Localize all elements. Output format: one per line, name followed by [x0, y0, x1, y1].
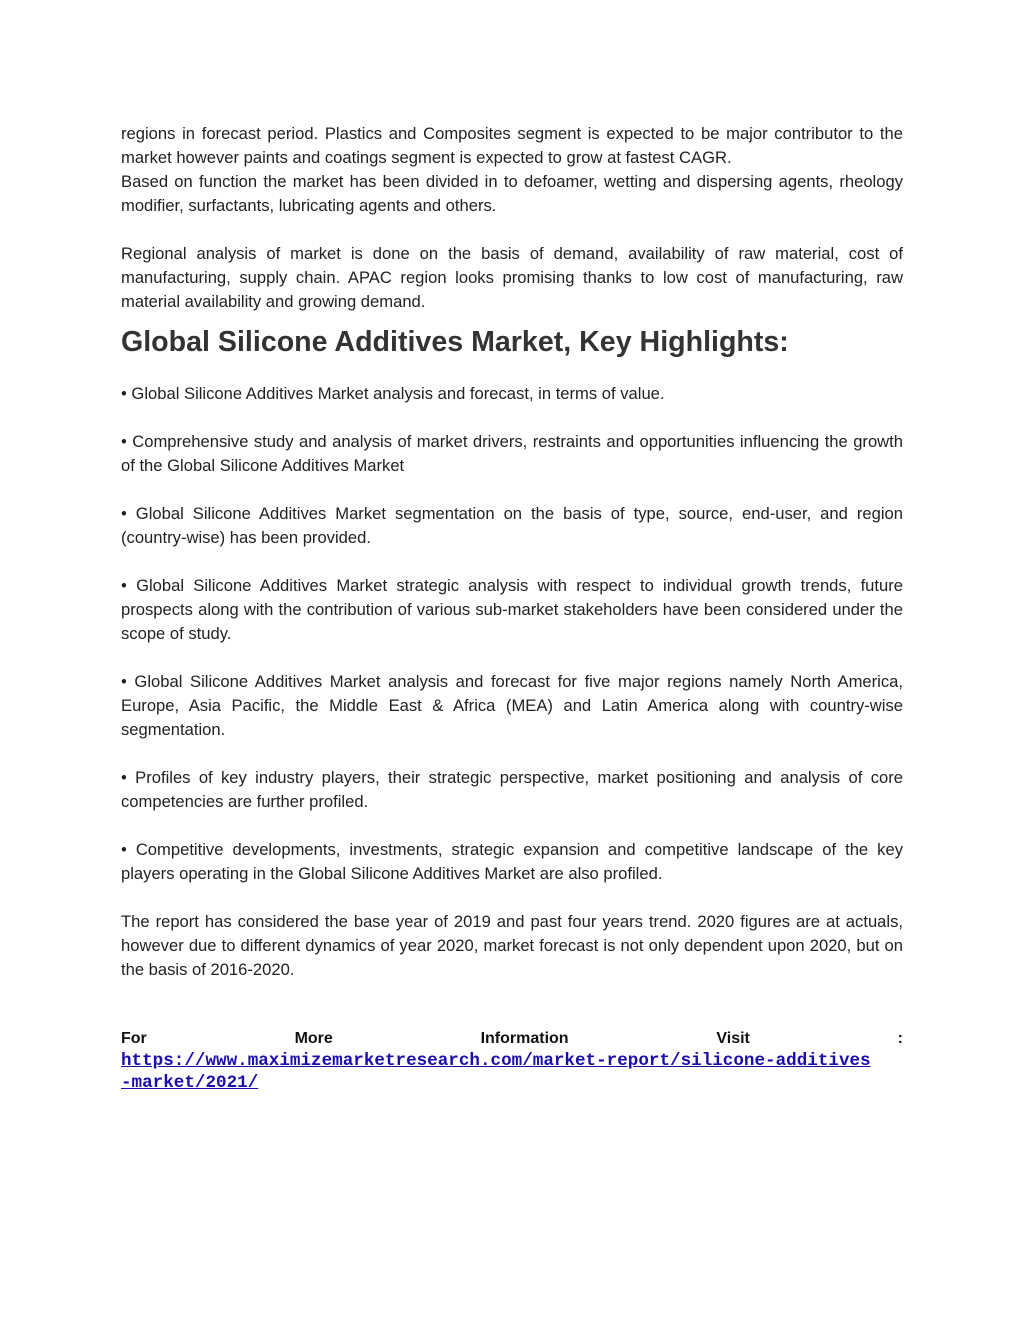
report-link[interactable]: https://www.maximizemarketresearch.com/market-report/silicone-additives-market/2021/ [121, 1051, 871, 1093]
highlight-item: • Comprehensive study and analysis of market drivers, restraints and opportunities influencing the growth of the Global Silicone Additives Market [121, 432, 903, 475]
highlight-item: • Profiles of key industry players, their strategic perspective, market positioning and analysis of core competencies are further profiled. [121, 768, 903, 811]
intro-paragraph-3: Regional analysis of market is done on the basis of demand, availability of raw material, cost of manufacturing, supply chain. APAC region looks promising thanks to low cost of manufacturing, raw material availability and growing demand. [121, 244, 903, 311]
visit-word-more: More [294, 1030, 333, 1047]
visit-colon: : [897, 1030, 903, 1047]
visit-word-visit: Visit [716, 1030, 750, 1047]
highlight-item: • Global Silicone Additives Market strategic analysis with respect to individual growth trends, future prospects along with the contribution of various sub-market stakeholders have been considered under the scope of study. [121, 576, 903, 643]
intro-paragraph-2: Based on function the market has been divided in to defoamer, wetting and dispersing agents, rheology modifier, surfactants, lubricating agents and others. [121, 172, 903, 215]
highlight-item: • Global Silicone Additives Market analysis and forecast for five major regions namely North America, Europe, Asia Pacific, the Middle East & Africa (MEA) and Latin America along with country-wise segmentation. [121, 672, 903, 739]
visit-word-information: Information [480, 1030, 569, 1047]
highlights-heading: Global Silicone Additives Market, Key Highlights: [121, 326, 789, 358]
spacer [121, 218, 903, 242]
more-info-block [121, 1028, 903, 1094]
highlight-item: • Global Silicone Additives Market segmentation on the basis of type, source, end-user, and region (country-wise) has been provided. [121, 504, 903, 547]
more-info-label [121, 1028, 903, 1050]
highlights-list [121, 382, 903, 886]
report-note: The report has considered the base year of 2019 and past four years trend. 2020 figures are at actuals, however due to different dynamics of year 2020, market forecast is not only dependent upon 2020, but on the basis of 2016-2020. [121, 912, 903, 979]
intro-paragraph-1: regions in forecast period. Plastics and Composites segment is expected to be major contributor to the market however paints and coatings segment is expected to grow at fastest CAGR. [121, 124, 903, 167]
highlight-item: • Competitive developments, investments, strategic expansion and competitive landscape of the key players operating in the Global Silicone Additives Market are also profiled. [121, 840, 903, 883]
highlight-item: • Global Silicone Additives Market analysis and forecast, in terms of value. [121, 384, 665, 403]
document-page [121, 122, 903, 1094]
visit-word-for: For [121, 1030, 147, 1047]
